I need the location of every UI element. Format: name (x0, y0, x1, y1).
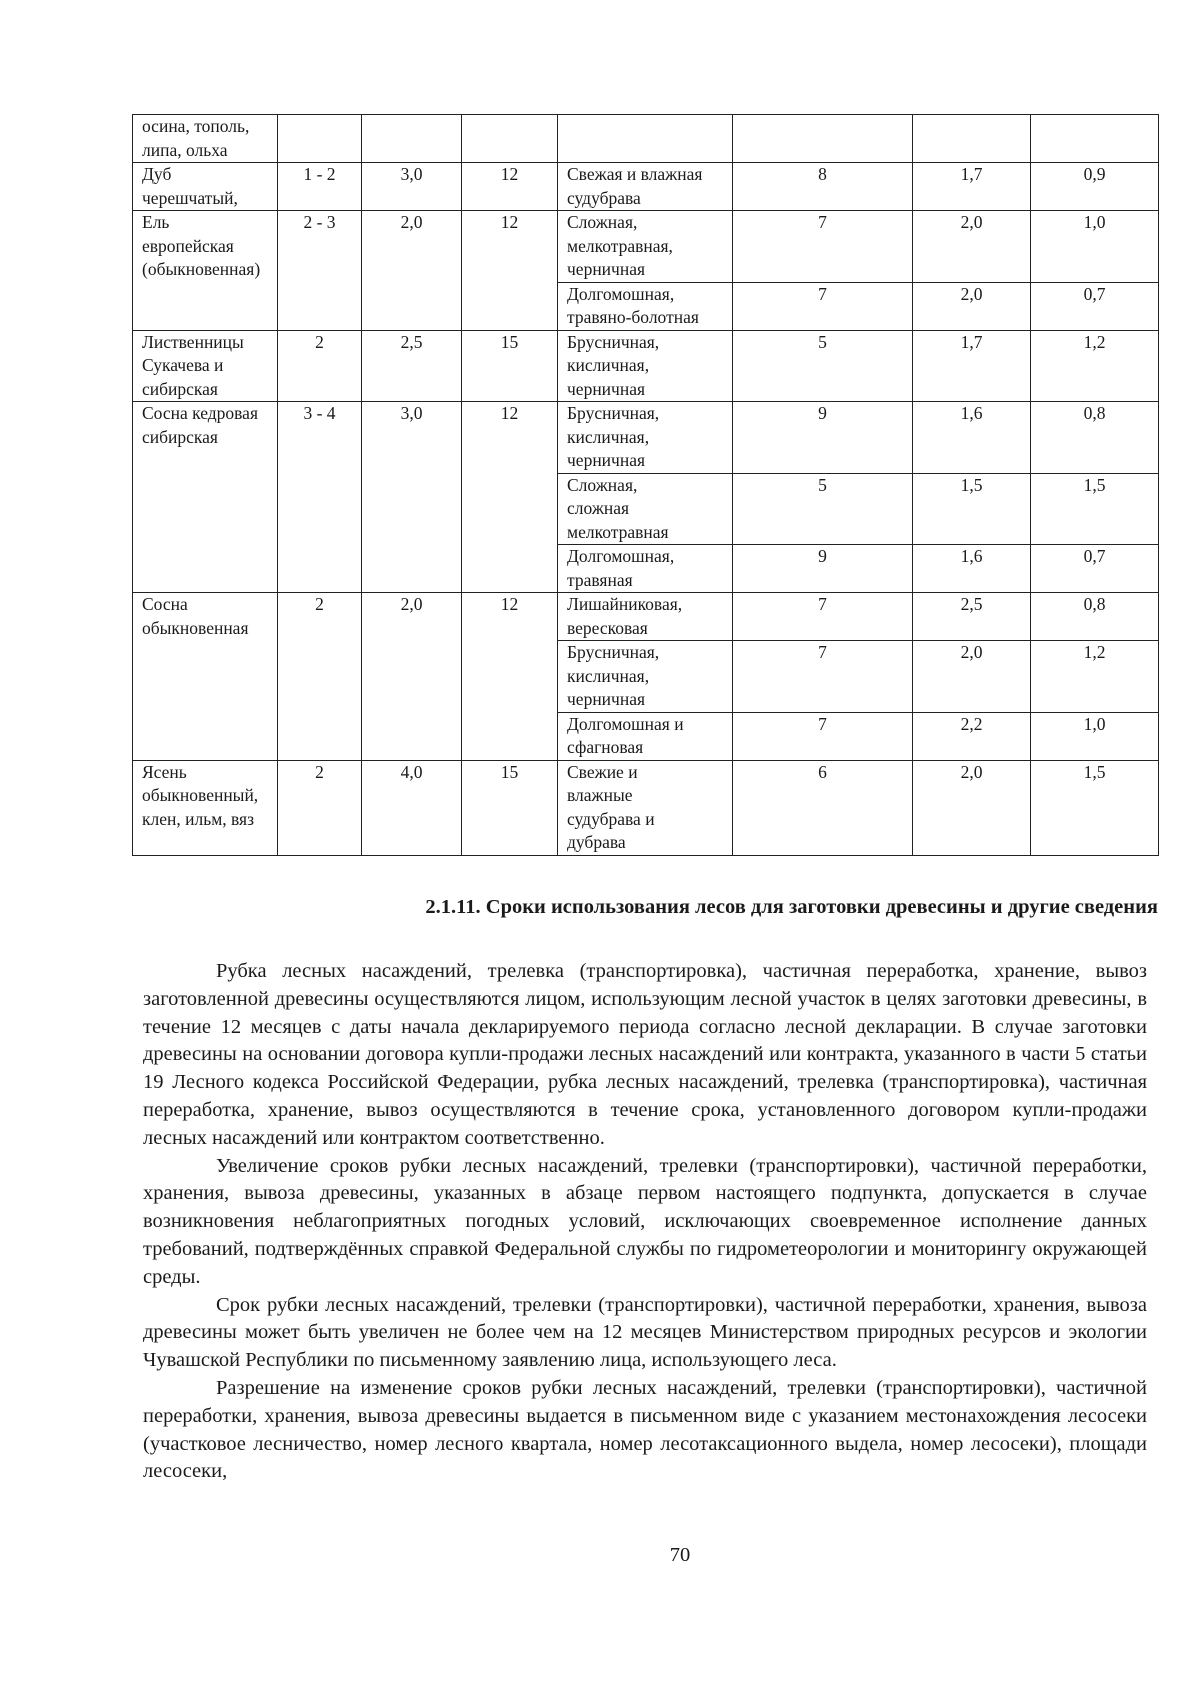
table-cell: 1,5 (1031, 473, 1159, 545)
table-row (133, 593, 1159, 641)
table-row (133, 760, 1159, 855)
table-cell (558, 115, 733, 163)
species-cell: Ель европейская (обыкновенная) (133, 211, 278, 331)
forest-type-cell: Сложная, сложная мелкотравная (558, 473, 733, 545)
species-cell: Лиственницы Сукачева и сибирская (133, 330, 278, 402)
table-cell: 1,5 (1031, 760, 1159, 855)
page-number: 70 (669, 1544, 691, 1566)
table-cell: 0,7 (1031, 282, 1159, 330)
table-cell: 7 (733, 211, 913, 283)
table-cell: 6 (733, 760, 913, 855)
table-row (133, 211, 1159, 283)
table-cell (362, 115, 462, 163)
table-cell: 7 (733, 712, 913, 760)
table-cell: 2,0 (913, 211, 1031, 283)
table-cell: 3 - 4 (278, 402, 362, 593)
table-cell: 2 (278, 593, 362, 761)
table-cell: 3,0 (362, 402, 462, 593)
species-cell: Ясень обыкновенный, клен, ильм, вяз (133, 760, 278, 855)
table-cell: 2,0 (362, 211, 462, 331)
forest-type-cell: Лишайниковая, вересковая (558, 593, 733, 641)
table-cell: 7 (733, 593, 913, 641)
table-cell: 1,2 (1031, 641, 1159, 713)
paragraph: Рубка лесных насаждений, трелевка (транспортировка), частичная переработка, хранение, вывоз заготовленной древесины осуществляются лицом, использующим лесной участок в целях заготовки древесины, в течение 12 месяцев с даты начала декларируемого периода согласно лесной декларации. В случае заготовки древесины на основании договора купли-продажи лесных насаждений или контракта, указанного в части 5 статьи 19 Лесного кодекса Российской Федерации, рубка лесных насаждений, трелевка (транспортировка), частичная переработка, хранение, вывоз осуществляются в течение срока, установленного договором купли-продажи лесных насаждений или контрактом соответственно. (143, 960, 1147, 1149)
table-cell: 2,0 (913, 641, 1031, 713)
table-cell (462, 115, 558, 163)
table-cell: 1 - 2 (278, 163, 362, 211)
table-cell: 1,6 (913, 402, 1031, 474)
table-cell: 3,0 (362, 163, 462, 211)
table-cell: 2,2 (913, 712, 1031, 760)
paragraph: Срок рубки лесных насаждений, трелевки (транспортировки), частичной переработки, хранения, вывоза древесины может быть увеличен не более чем на 12 месяцев Министерством природных ресурсов и экологии Чувашской Республики по письменному заявлению лица, использующего леса. (143, 1293, 1147, 1372)
table-cell (1031, 115, 1159, 163)
forest-type-cell: Свежие и влажные судубрава и дубрава (558, 760, 733, 855)
section-heading: 2.1.11. Сроки использования лесов для заготовки древесины и другие сведения (425, 896, 1158, 918)
table-cell: 2,5 (362, 330, 462, 402)
table-cell: 12 (462, 593, 558, 761)
species-cell: Сосна кедровая сибирская (133, 402, 278, 593)
table-cell: 1,5 (913, 473, 1031, 545)
table-cell: 1,6 (913, 545, 1031, 593)
table-row (133, 330, 1159, 402)
table-cell: 8 (733, 163, 913, 211)
table-cell: 1,7 (913, 330, 1031, 402)
table-cell (913, 115, 1031, 163)
table-row (133, 115, 1159, 163)
table-cell (733, 115, 913, 163)
regeneration-table (132, 114, 1159, 856)
species-cell: Дуб черешчатый, (133, 163, 278, 211)
paragraph: Увеличение сроков рубки лесных насаждений, трелевки (транспортировки), частичной переработки, хранения, вывоза древесины, указанных в абзаце первом настоящего подпункта, допускается в случае возникновения неблагоприятных погодных условий, исключающих своевременное исполнение данных требований, подтверждённых справкой Федеральной службы по гидрометеорологии и мониторингу окружающей среды. (143, 1154, 1147, 1288)
table-cell: 0,9 (1031, 163, 1159, 211)
forest-type-cell: Брусничная, кисличная, черничная (558, 641, 733, 713)
table-cell: 9 (733, 545, 913, 593)
table-cell: 0,8 (1031, 402, 1159, 474)
table-cell: 2,5 (913, 593, 1031, 641)
forest-type-cell: Брусничная, кисличная, черничная (558, 330, 733, 402)
forest-type-cell: Брусничная, кисличная, черничная (558, 402, 733, 474)
table-cell: 5 (733, 473, 913, 545)
table-cell: 2 (278, 330, 362, 402)
table-cell: 2 (278, 760, 362, 855)
table-row (133, 163, 1159, 211)
table-cell: 2,0 (913, 282, 1031, 330)
table-cell: 2,0 (362, 593, 462, 761)
table-cell: 2 - 3 (278, 211, 362, 331)
table-cell: 7 (733, 641, 913, 713)
forest-type-cell: Свежая и влажная судубрава (558, 163, 733, 211)
table-cell (278, 115, 362, 163)
table-cell: 1,0 (1031, 712, 1159, 760)
table-cell: 12 (462, 163, 558, 211)
table-cell: 12 (462, 211, 558, 331)
table-cell: 15 (462, 760, 558, 855)
table-cell: 1,0 (1031, 211, 1159, 283)
table-cell: 15 (462, 330, 558, 402)
table-cell: 2,0 (913, 760, 1031, 855)
table-cell: 9 (733, 402, 913, 474)
forest-type-cell: Сложная, мелкотравная, черничная (558, 211, 733, 283)
paragraph: Разрешение на изменение сроков рубки лесных насаждений, трелевки (транспортировки), частичной переработки, хранения, вывоза древесины выдается в письменном виде с указанием местонахождения лесосеки (участковое лесничество, номер лесного квартала, номер лесотаксационного выдела, номер лесосеки), площади лесосеки, (143, 1376, 1147, 1483)
table-cell: 1,2 (1031, 330, 1159, 402)
forest-type-cell: Долгомошная, травяно-болотная (558, 282, 733, 330)
species-cell: Сосна обыкновенная (133, 593, 278, 761)
species-cell: осина, тополь, липа, ольха (133, 115, 278, 163)
table-cell: 1,7 (913, 163, 1031, 211)
forest-type-cell: Долгомошная и сфагновая (558, 712, 733, 760)
table-cell: 0,7 (1031, 545, 1159, 593)
body-text (143, 958, 1147, 1486)
table-cell: 12 (462, 402, 558, 593)
table-cell: 4,0 (362, 760, 462, 855)
table-cell: 0,8 (1031, 593, 1159, 641)
table-cell: 7 (733, 282, 913, 330)
table-row (133, 402, 1159, 474)
table-cell: 5 (733, 330, 913, 402)
forest-type-cell: Долгомошная, травяная (558, 545, 733, 593)
